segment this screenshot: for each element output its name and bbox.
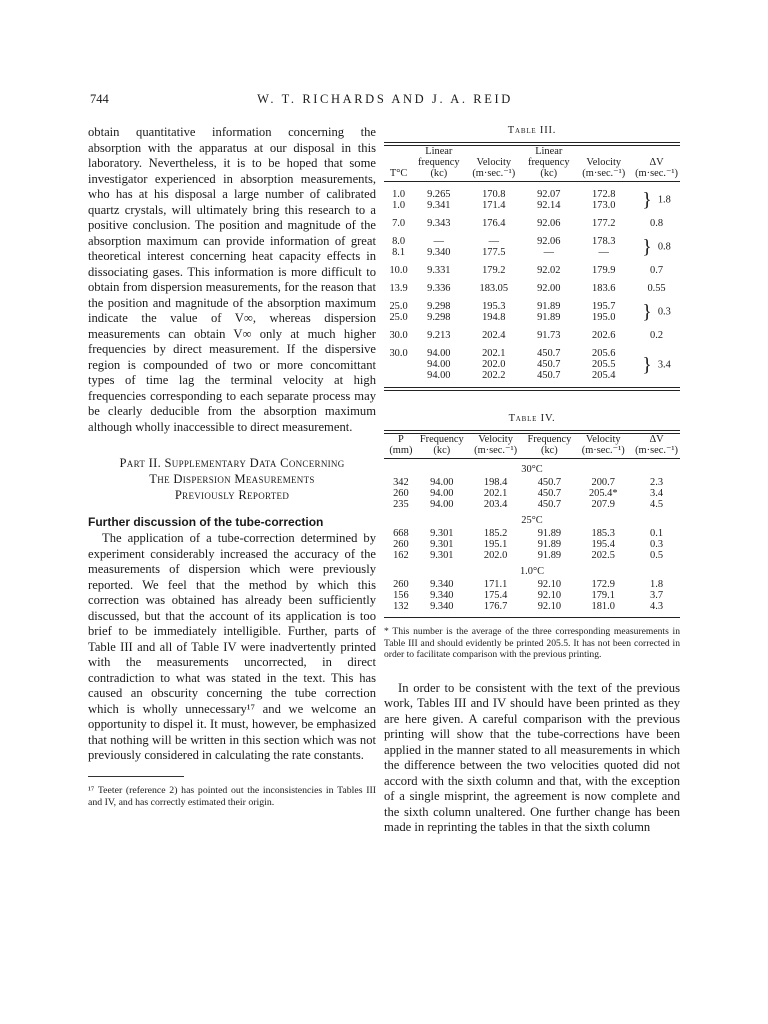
table-cell: 94.00 (430, 499, 454, 510)
table-cell: 172.8 (592, 189, 616, 200)
table-cell: 198.4 (483, 477, 508, 488)
section-label-row (384, 561, 680, 579)
table-cell: 194.8 (482, 312, 506, 323)
table-row (384, 294, 680, 312)
table-cell-dv (633, 341, 680, 381)
table-cell: 185.3 (591, 528, 615, 539)
table-4 (384, 434, 680, 612)
table-cell: 8.0 (392, 236, 406, 247)
table-cell: 9.301 (430, 528, 454, 539)
table-cell: 183.6 (592, 283, 616, 294)
table-row (384, 579, 680, 590)
table-cell: 173.0 (592, 200, 616, 211)
part-heading-line-1: Part II. Supplementary Data Concerning (119, 456, 345, 470)
t4-header-vel-2: Velocity (m·sec.⁻¹) (581, 434, 625, 456)
table-row (384, 229, 680, 247)
table-cell: 202.5 (591, 550, 615, 561)
table-cell: 1.0 (392, 189, 406, 200)
table-cell-dv (633, 229, 680, 258)
temperature-label: 30°C (521, 464, 543, 475)
table-cell-dv (633, 323, 680, 341)
table-cell: 92.06 (537, 236, 561, 247)
table-cell: 205.6 (592, 348, 616, 359)
table-row (384, 539, 680, 550)
table-cell: 195.3 (482, 301, 506, 312)
table-cell: 94.00 (430, 488, 454, 499)
table-row (384, 276, 680, 294)
table-cell: 94.00 (430, 477, 454, 488)
table-cell: 9.265 (427, 189, 451, 200)
table-cell: 195.0 (592, 312, 616, 323)
table-cell: 91.89 (537, 312, 561, 323)
table-cell: 171.1 (483, 579, 508, 590)
delta-v-value: 1.8 (657, 194, 671, 206)
table-row (384, 477, 680, 488)
table-cell: 450.7 (537, 370, 561, 381)
t3-header-vel-2: Velocity (m·sec.⁻¹) (582, 157, 626, 179)
table-cell: 9.341 (427, 200, 451, 211)
table-cell: 185.2 (483, 528, 508, 539)
table-cell: 200.7 (591, 477, 615, 488)
table-cell: 450.7 (537, 359, 561, 370)
table-3-body (384, 182, 680, 381)
table-cell: 91.73 (537, 330, 561, 341)
table-cell: 202.6 (592, 330, 616, 341)
table-cell: 205.4 (592, 370, 616, 381)
table-cell: 202.1 (482, 348, 506, 359)
table-cell: 202.1 (483, 488, 508, 499)
part-heading-line-2: The Dispersion Measurements (149, 472, 315, 486)
table-cell: 30.0 (389, 348, 408, 359)
part-heading (88, 455, 376, 503)
table-cell: 92.14 (537, 200, 561, 211)
table-cell-dv (633, 258, 680, 276)
table-cell: 94.00 (427, 348, 451, 359)
table-cell: 175.4 (483, 590, 508, 601)
table-cell: 9.213 (427, 330, 451, 341)
table-cell: 260 (393, 539, 409, 550)
table-cell: 0.3 (650, 539, 664, 550)
table-cell: 91.89 (537, 539, 562, 550)
body-paragraph-3 (384, 681, 680, 836)
table-row (384, 550, 680, 561)
table-row (384, 499, 680, 510)
t4-header-freq-1: Frequency (kc) (419, 434, 464, 456)
table-cell: 92.10 (537, 590, 562, 601)
table-row (384, 341, 680, 359)
table-cell: 156 (393, 590, 409, 601)
table-cell: 9.301 (430, 550, 454, 561)
table-cell: 25.0 (389, 312, 408, 323)
table-3-title: Table III. (507, 125, 557, 136)
part-heading-line-3: Previously Reported (174, 488, 290, 502)
table-cell: 450.7 (537, 488, 562, 499)
table-cell: — (543, 247, 554, 258)
section-label-row (384, 510, 680, 528)
table-cell: 207.9 (591, 499, 615, 510)
table-cell: 25.0 (389, 301, 408, 312)
table-cell: 177.5 (482, 247, 506, 258)
table-row (384, 590, 680, 601)
table-cell: 450.7 (537, 348, 561, 359)
table-cell: 668 (393, 528, 409, 539)
table-cell: 91.89 (537, 528, 562, 539)
table-cell: 7.0 (392, 218, 406, 229)
running-title: W. T. RICHARDS AND J. A. REID (257, 92, 513, 106)
table-cell: 9.301 (430, 539, 454, 550)
table-cell: 179.1 (591, 590, 615, 601)
table-4-title: Table IV. (508, 413, 556, 424)
table-cell: 162 (393, 550, 409, 561)
table-cell: 9.298 (427, 301, 451, 312)
table-cell: 13.9 (389, 283, 408, 294)
table-cell: 9.340 (430, 590, 454, 601)
section-subheading: Further discussion of the tube-correction (88, 515, 324, 529)
table-cell: 94.00 (427, 359, 451, 370)
table-row (384, 182, 680, 200)
table-cell: 1.8 (650, 579, 664, 590)
table-cell: 8.1 (392, 247, 406, 258)
table-cell: 1.0 (392, 200, 406, 211)
table-cell: 9.340 (430, 579, 454, 590)
section-label-row (384, 459, 680, 477)
table-cell-dv (633, 276, 680, 294)
brace-icon: } (642, 353, 652, 376)
temperature-label: 1.0°C (519, 566, 545, 577)
temperature-label: 25°C (521, 515, 543, 526)
table-cell: 195.7 (592, 301, 616, 312)
table-cell: 0.1 (650, 528, 664, 539)
table-4-footnote: * This number is the average of the three corresponding measurements in Table III and should evidently be printed 205.5. It has not been corrected in order to facilitate comparison with the previous printing. (384, 626, 680, 660)
delta-v-value: 0.2 (650, 330, 664, 341)
table-cell: 0.5 (650, 550, 664, 561)
t3-header-freq-1: Linear frequency (kc) (418, 146, 460, 179)
table-cell: 450.7 (537, 499, 562, 510)
table-cell: 4.3 (650, 601, 664, 612)
delta-v-value: 0.7 (650, 265, 664, 276)
t4-header-freq-2: Frequency (kc) (527, 434, 572, 456)
table-cell: 10.0 (389, 265, 408, 276)
table-cell: 171.4 (482, 200, 506, 211)
table-cell: 202.2 (482, 370, 506, 381)
table-cell: 202.0 (482, 359, 506, 370)
table-cell: 195.1 (483, 539, 508, 550)
table-cell: 132 (393, 601, 409, 612)
table-cell: 342 (393, 477, 409, 488)
table-row (384, 211, 680, 229)
table-row (384, 488, 680, 499)
table-cell: 4.5 (650, 499, 664, 510)
table-cell: 94.00 (427, 370, 451, 381)
table-cell: 176.4 (482, 218, 506, 229)
table-cell-dv (633, 294, 680, 323)
table-cell: 9.340 (427, 247, 451, 258)
table-cell: 170.8 (482, 189, 506, 200)
table-cell: 2.3 (650, 477, 664, 488)
delta-v-value: 0.3 (657, 306, 671, 318)
table-cell: 3.4 (650, 488, 664, 499)
table-cell: 92.07 (537, 189, 561, 200)
table-cell (384, 370, 413, 381)
table-row (384, 528, 680, 539)
footnote-rule (88, 776, 184, 777)
t4-header-pressure: P (mm) (389, 434, 413, 456)
table-cell: — (433, 236, 445, 247)
table-4-body (384, 459, 680, 612)
table-cell: 92.10 (537, 601, 562, 612)
table-cell: 195.4 (591, 539, 615, 550)
table-cell: — (488, 236, 499, 247)
table-cell: 92.02 (537, 265, 561, 276)
body-paragraph-2-text: The application of a tube-correction determined by experiment considerably increased the accuracy of the measurements of dispersion which were previously reported. We feel that the method by which this correction was obtained has already been sufficiently discussed, but that the account of its application is too brief to be immediately intelligible. Further, parts of Table III and all of Table IV were inadvertently printed with the measurements uncorrected, in direct contradiction to what was stated in the text. This has caused an obscurity concerning the tube correction which is wholly unnecessary¹⁷ and we welcome an opportunity to dispel it. It must, however, be emphasized that nothing will be written in this section which was not previously considered in calculating the rate constants. (88, 531, 376, 762)
table-cell: 172.9 (591, 579, 615, 590)
delta-v-value: 0.8 (650, 218, 664, 229)
table-row (384, 601, 680, 612)
table-cell: 176.7 (483, 601, 508, 612)
delta-v-value: 3.4 (657, 358, 671, 370)
table-cell: 91.89 (537, 301, 561, 312)
t3-header-dv: ΔV (m·sec.⁻¹) (635, 157, 679, 179)
t3-header-temp: T°C (389, 168, 408, 179)
left-column (88, 125, 376, 809)
table-cell: 450.7 (537, 477, 562, 488)
footnote-17: ¹⁷ Teeter (reference 2) has pointed out the inconsistencies in Tables III and IV, and has correctly estimated their origin. (88, 784, 376, 808)
brace-icon: } (642, 189, 652, 211)
table-cell: 202.0 (483, 550, 508, 561)
table-cell (384, 359, 413, 370)
t3-header-vel-1: Velocity (m·sec.⁻¹) (472, 157, 516, 179)
table-cell: 205.4* (588, 488, 618, 499)
table-cell: 178.3 (592, 236, 616, 247)
table-cell-dv (633, 182, 680, 211)
t3-header-freq-2: Linear frequency (kc) (527, 146, 570, 179)
table-row (384, 258, 680, 276)
table-cell: 92.10 (537, 579, 562, 590)
brace-icon: } (642, 301, 652, 323)
table-cell: 9.340 (430, 601, 454, 612)
table-cell: 183.05 (479, 283, 509, 294)
page-number: 744 (90, 92, 109, 106)
table-cell: 179.2 (482, 265, 506, 276)
delta-v-value: 0.55 (647, 283, 666, 294)
table-cell: 9.336 (427, 283, 451, 294)
table-cell: 9.298 (427, 312, 451, 323)
table-cell: 30.0 (389, 330, 408, 341)
page-header (90, 92, 680, 110)
table-cell: 91.89 (537, 550, 562, 561)
table-cell: 179.9 (592, 265, 616, 276)
table-4-bottom-rule (384, 617, 680, 618)
table-cell: 92.06 (537, 218, 561, 229)
table-cell: 205.5 (592, 359, 616, 370)
table-cell: 3.7 (650, 590, 664, 601)
right-column (384, 125, 680, 836)
table-cell: — (598, 247, 609, 258)
table-cell: 181.0 (591, 601, 615, 612)
body-paragraph-1: obtain quantitative information concerning the absorption with the apparatus at our disposal in this laboratory. Nevertheless, it is to be hoped that some investigator experienced in absorption measurements, who has at his disposal a large number of calibrated quartz crystals, will ultimately bring this research to a positive conclusion. The position and magnitude of the absorption maximum can provide information of great theoretical interest concerning heat capacity effects in dissociating gases. This information is more difficult to obtain from dispersion measurements, for the reason that the position and magnitude of the absorption maximum indicate the value of V∞, whereas dispersion measurements can obtain V∞ only at much higher frequencies by direct measurement. If the dispersive region is compounded of two or more concomittant types of time lag the terminal velocity at high frequencies corresponding to each separate process may be clearly deducible from the absorption maximum although wholly inaccessible to direct measurement. (88, 125, 376, 434)
t4-header-dv: ΔV (m·sec.⁻¹) (635, 434, 679, 456)
table-cell: 235 (393, 499, 409, 510)
table-cell: 260 (393, 579, 409, 590)
table-cell: 203.4 (483, 499, 508, 510)
table-cell: 260 (393, 488, 409, 499)
table-3 (384, 146, 680, 381)
t4-header-vel-1: Velocity (m·sec.⁻¹) (474, 434, 518, 456)
brace-icon: } (642, 236, 652, 258)
table-cell: 202.4 (482, 330, 506, 341)
table-cell-dv (633, 211, 680, 229)
table-cell: 9.343 (427, 218, 451, 229)
table-cell: 92.00 (537, 283, 561, 294)
body-paragraph-2 (88, 531, 376, 764)
table-cell: 177.2 (592, 218, 616, 229)
table-cell: 9.331 (427, 265, 451, 276)
table-row (384, 323, 680, 341)
body-paragraph-3-text: In order to be consistent with the text of the previous work, Tables III and IV should have been printed as they are here given. A careful comparison with the previous printing will show that the tube-corrections have been applied in the manner stated to all measurements in which the difference between the two velocities quoted did not accord with the sixth column and that, with the exception of a single misprint, the agreement is now complete and the sixth column unaltered. One further change has been made in reprinting the tables in that the sixth column (384, 680, 680, 834)
delta-v-value: 0.8 (657, 241, 671, 253)
